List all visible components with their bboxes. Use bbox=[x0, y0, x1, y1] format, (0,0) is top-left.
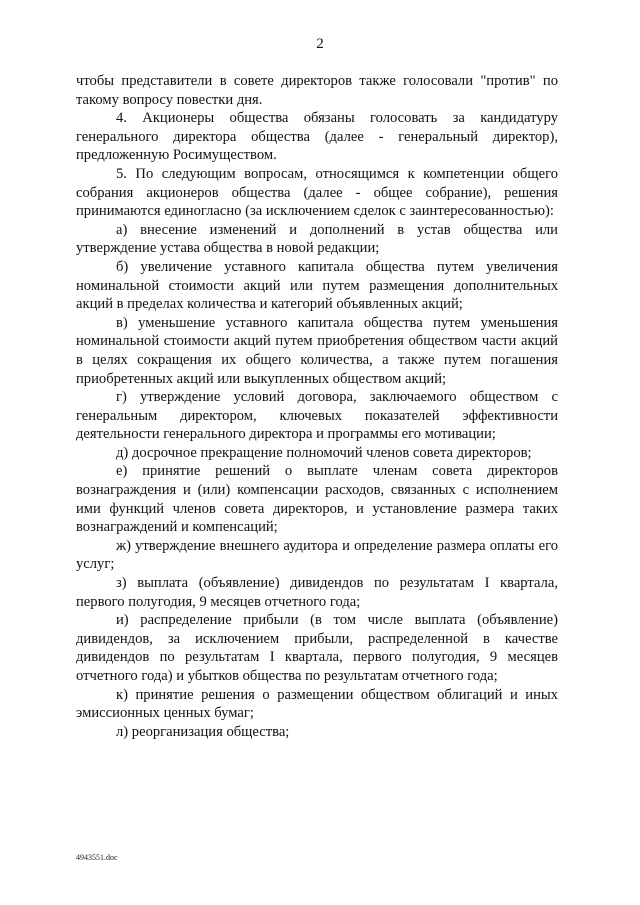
subitem-e: е) принятие решений о выплате членам совета директоров вознаграждения и (или) компенсации расходов, связанных с исполнением ими функций членов совета директоров, и установление размера таких вознаграждений и компенсаций; bbox=[76, 463, 558, 536]
subitem-a: а) внесение изменений и дополнений в устав общества или утверждение устава общества в новой редакции; bbox=[76, 221, 558, 257]
document-body bbox=[76, 72, 558, 741]
subitem-i: и) распределение прибыли (в том числе выплата (объявление) дивидендов, за исключением прибыли, распределенной в качестве дивидендов по результатам I квартала, первого полугодия, 9 месяцев отчетного года) и убытков общества по результатам отчетного года; bbox=[76, 612, 558, 684]
page-number: 2 bbox=[316, 36, 324, 52]
subitem-z: з) выплата (объявление) дивидендов по результатам I квартала, первого полугодия, 9 месяцев отчетного года; bbox=[76, 575, 558, 610]
paragraph-item-5: 5. По следующим вопросам, относящимся к компетенции общего собрания акционеров общества (далее - общее собрание), решения принимаются единогласно (за исключением сделок с заинтересованностью): bbox=[76, 165, 558, 220]
document-file-code: 4943551.doc bbox=[76, 853, 118, 862]
subitem-k: к) принятие решения о размещении обществом облигаций и иных эмиссионных ценных бумаг; bbox=[76, 686, 558, 722]
subitem-b: б) увеличение уставного капитала общества путем увеличения номинальной стоимости акций или путем размещения дополнительных акций в пределах количества и категорий объявленных акций; bbox=[76, 258, 558, 313]
paragraph-continuation: чтобы представители в совете директоров также голосовали "против" по такому вопросу повестки дня. bbox=[76, 73, 558, 108]
subitem-v: в) уменьшение уставного капитала общества путем уменьшения номинальной стоимости акций путем приобретения обществом части акций в целях сокращения их общего количества, а также путем погашения приобретенных акций или выкупленных обществом акций; bbox=[76, 314, 558, 387]
subitem-g: г) утверждение условий договора, заключаемого обществом с генеральным директором, ключевых показателей эффективности деятельности генерального директора и программы его мотивации; bbox=[76, 389, 558, 443]
subitem-l: л) реорганизация общества; bbox=[116, 723, 290, 740]
subitem-zh: ж) утверждение внешнего аудитора и определение размера оплаты его услуг; bbox=[76, 537, 558, 573]
subitem-d: д) досрочное прекращение полномочий членов совета директоров; bbox=[116, 444, 532, 461]
paragraph-item-4: 4. Акционеры общества обязаны голосовать за кандидатуру генерального директора общества (далее - генеральный директор), предложенную Росимуществом. bbox=[76, 110, 558, 164]
